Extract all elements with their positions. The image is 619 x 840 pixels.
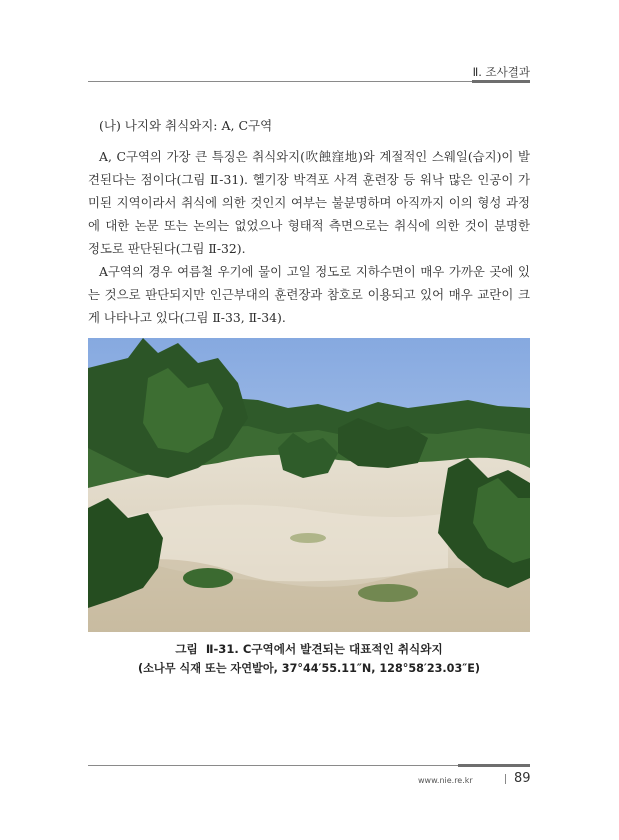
paragraph-2: A구역의 경우 여름철 우기에 물이 고일 정도로 지하수면이 매우 가까운 곳에 있는 것으로 판단되지만 인근부대의 훈련장과 참호로 이용되고 있어 매우 교란이 크게 나타나고 있다(그림 Ⅱ-33, Ⅱ-34).: [88, 264, 530, 325]
footer-rule-accent: [458, 764, 530, 767]
footer-url[interactable]: www.nie.re.kr: [418, 776, 473, 785]
figure-caption-subtitle: (소나무 식재 또는 자연발아, 37°44′55.11″N, 128°58′23.03″E): [137, 662, 480, 675]
figure-photo: [88, 338, 530, 632]
section-label: Ⅱ. 조사결과: [472, 65, 530, 79]
subheading: (나) 나지와 취식와지: A, C구역: [99, 118, 273, 133]
paragraph-1: A, C구역의 가장 큰 특징은 취식와지(吹蝕窪地)와 계절적인 스웨일(습지)이 발견된다는 점이다(그림 Ⅱ-31). 헬기장 박격포 사격 훈련장 등 워낙 많은 인공이 가미된 지역이라서 취식에 의한 것인지 여부는 불분명하며 아직까지 이의 형성 과정에 대한 논문 또는 논의는 없었으나 형태적 측면으로는 취식에 의한 것이 분명한 정도로 판단된다(그림 Ⅱ-32).: [88, 149, 530, 256]
page-number: 89: [514, 771, 531, 786]
header-rule-accent: [472, 80, 530, 83]
header-rule: [88, 81, 530, 82]
figure-caption-title: 그림 Ⅱ-31. C구역에서 발견되는 대표적인 취식와지: [175, 642, 443, 656]
body-text: [88, 145, 530, 329]
footer-separator: [505, 774, 506, 784]
